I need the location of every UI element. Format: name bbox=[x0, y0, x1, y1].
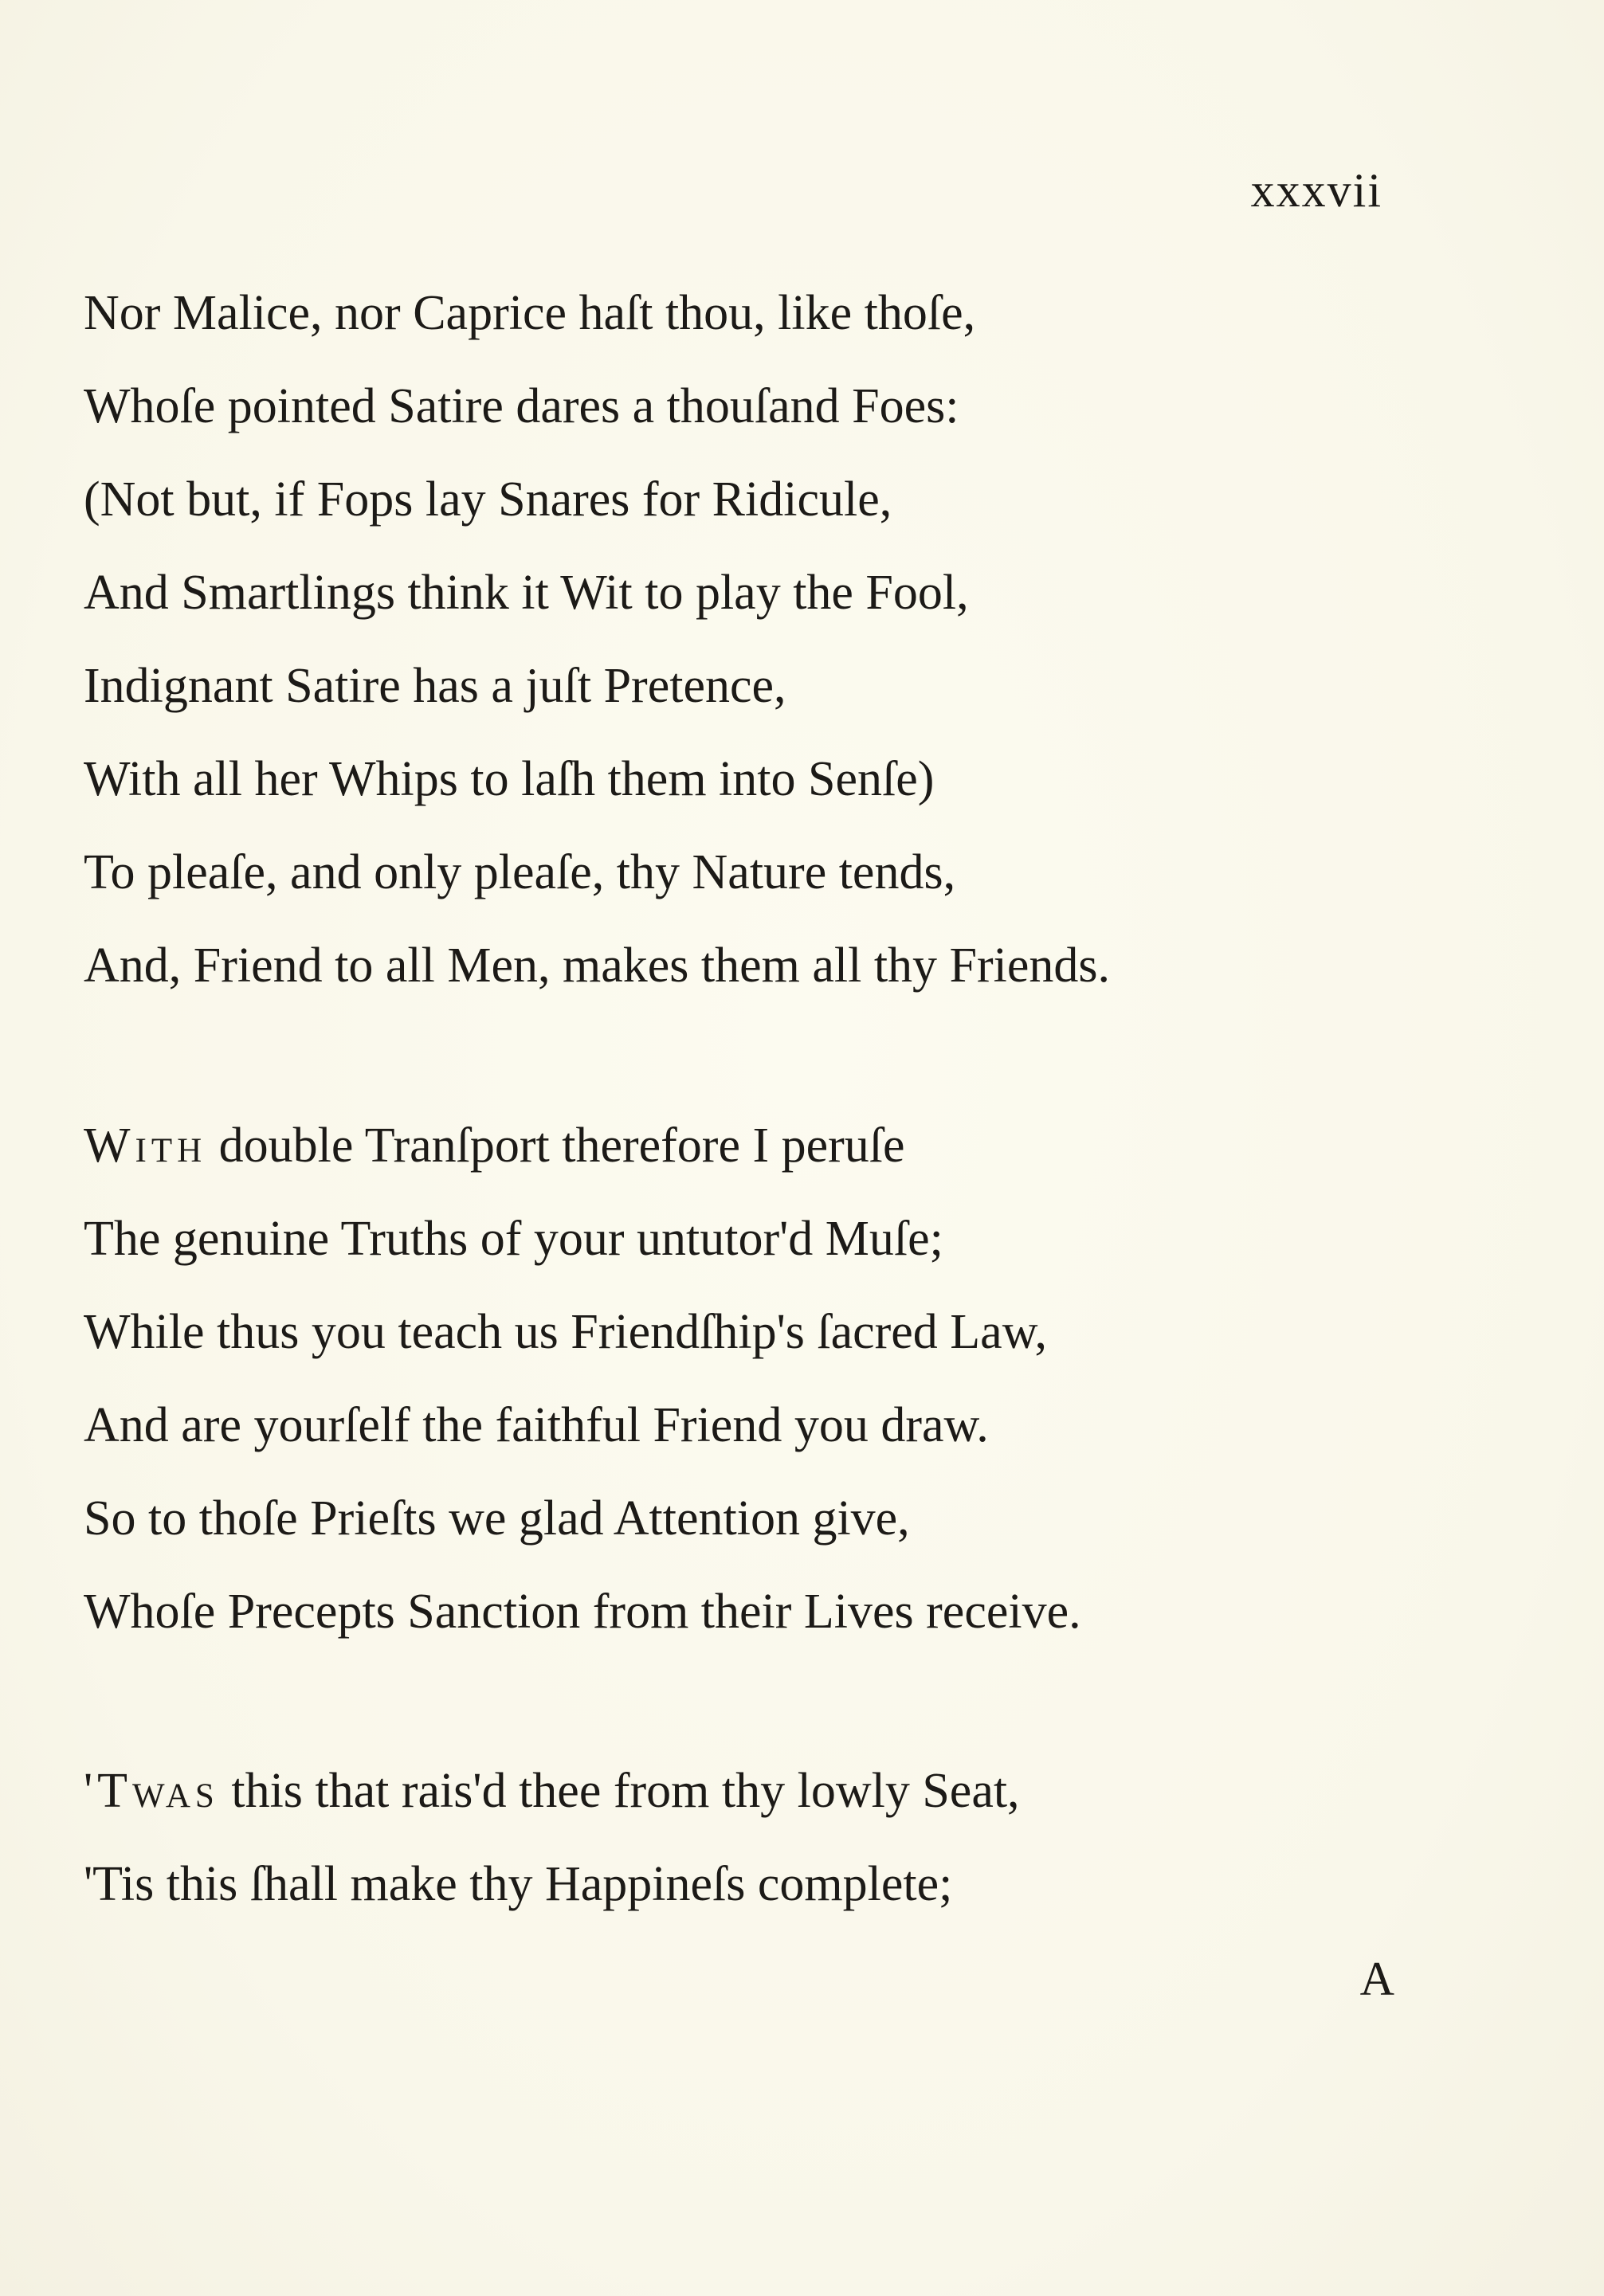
poem-line: The genuine Truths of your untutor'd Muſe; bbox=[84, 1212, 943, 1266]
poem-line: And are yourſelf the faithful Friend you draw. bbox=[84, 1398, 989, 1452]
poem-line: Nor Malice, nor Caprice haſt thou, like thoſe, bbox=[84, 286, 976, 340]
poem-line-first bbox=[84, 1099, 1390, 1193]
stanza-opening-word: With bbox=[84, 1119, 207, 1173]
stanza-1 bbox=[84, 267, 1390, 1013]
stanza-2 bbox=[84, 1099, 1390, 1659]
poem-line: To pleaſe, and only pleaſe, thy Nature tends, bbox=[84, 845, 956, 899]
poem-line: And Smartlings think it Wit to play the Fool, bbox=[84, 566, 969, 620]
first-line-text: double Tranſport therefore I peruſe bbox=[206, 1119, 905, 1173]
poem-line: While thus you teach us Friendſhip's ſacred Law, bbox=[84, 1305, 1047, 1359]
poem-line: 'Tis this ſhall make thy Happineſs complete; bbox=[84, 1857, 953, 1911]
poem-line: Indignant Satire has a juſt Pretence, bbox=[84, 659, 786, 713]
stanza-opening-word: 'Twas bbox=[84, 1764, 219, 1818]
poem-line: Whoſe Precepts Sanction from their Lives receive. bbox=[84, 1585, 1081, 1639]
stanza-3 bbox=[84, 1745, 1390, 1931]
poem-line: Whoſe pointed Satire dares a thouſand Foes: bbox=[84, 379, 959, 433]
poem-line-first bbox=[84, 1745, 1390, 1838]
poem-line: And, Friend to all Men, makes them all thy Friends. bbox=[84, 938, 1111, 993]
catchword: A bbox=[1359, 1953, 1394, 2005]
poem-line: (Not but, if Fops lay Snares for Ridicule, bbox=[84, 472, 892, 527]
poem-line: With all her Whips to laſh them into Senſe) bbox=[84, 752, 935, 806]
poem-line: So to thoſe Prieſts we glad Attention give, bbox=[84, 1491, 910, 1546]
page-number: xxxvii bbox=[1250, 164, 1382, 217]
first-line-text: this that rais'd thee from thy lowly Seat, bbox=[218, 1764, 1020, 1818]
